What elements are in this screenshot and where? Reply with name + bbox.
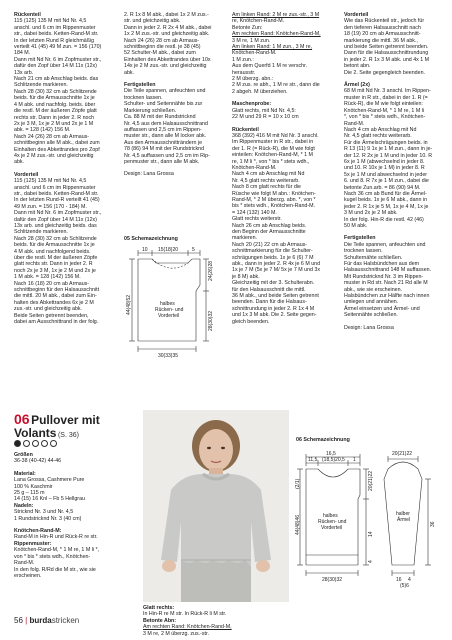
groessen-heading: Größen (14, 452, 33, 458)
betonte-abn-heading: Betonte Abn: (143, 617, 177, 624)
rueckenteil-heading: Rückenteil (14, 12, 41, 18)
col3-text-1: re, Knötchen-Rand-M. Betonte Zun: (232, 18, 285, 31)
footer-divider: | (25, 616, 28, 625)
schema06-dim-left-2: (2/1) (295, 479, 301, 490)
schema05-dim-right-1: 24(26)28 (208, 261, 214, 282)
col3-line-1: Am linken Rand: 2 M re zus.-str., 3 M (232, 12, 320, 18)
aermel-heading: Ärmel (2x) (344, 82, 370, 89)
vorderteil-text: 115 (125) 135 M mit Nd Nr. 4,5 anschl. und 6 cm im Rippenmuster str., dabei beids. Ketten-Rand-M str. In der letzten Rund-R verteilt 41 (45) 49 M zun. = 156 (170 - 184) M. Dann mit Nd Nr. 6 im Zopfmuster str., dafür den Zopf über 14 M 11x (12x) 13x arb. und gleichzeitig beids. das Schlitzende markieren. Nach 28 (30) 32 cm ab Schlitzende beids. für die Armausschnitte 1x je 4 M abk. und nachfolgend beids. über die restl. M der äußeren Zöpfe glatt rechts str. Dann in jeder 2. R noch 2x je 3 M, 1x je 2 M und 2x je 1 M abk. = 128 (142) 156 M. Nach 16 (18) 20 cm ab Armaus- schnittbeginn für den Halsausschnitt die mittl. 20 M abk., dabei zum Ein- halten des Abkettrandes 6x je 2 M zus.-str. und gleichzeitig abk. Beide Seiten getrennt beenden, dabei am Ausschnittrand in der folg. (14, 178, 102, 326)
schema06-dim-top-4: 1 (353, 457, 356, 464)
vorderteil-06-heading: Vorderteil (344, 12, 369, 18)
fertigstellen-06-text: Die Teile spannen, anfeuchten und trocknen lassen. Schulternähte schließen. Für das Halsbündchen aus dem Halsausschnittrand 148 M auffassen. Mit Rundstricknd Nr. 3 im Rippen- muster in Rd str. Nach 21 Rd alle M abk., wie sie erscheinen. Halsbündchen zur Hälfte nach innen umlegen und annähen. Ärmel einsetzen und Ärmel- und Seitennähte schließen. (344, 241, 432, 319)
schema06-sleeve-label-2: Ärmel (397, 517, 411, 524)
schema-05 (124, 236, 234, 365)
maschenprobe-text: Glatt rechts, mit Nd Nr. 4,5: 22 M und 29 R = 10 x 10 cm (232, 107, 299, 121)
col3-line-2: Am rechten Rand: Knötchen-Rand-M, (232, 31, 321, 38)
material-heading: Material: (14, 470, 36, 477)
fertigstellen-text: Die Teile spannen, anfeuchten und trocknen lassen. Schulter- und Seitennähte bis zur Markierung schließen. Ca. 88 M mit der Rundstricknd Nr. 4,5 aus dem Halsausschnittrand auffassen und 2,5 cm im Rippen- muster str., dann alle M locker abk. Aus den Armausschnitträndern je 78 (86) 94 M mit der Rundstricknd Nr. 4,5 auffassen und 2,5 cm im Rip- penmuster str., dann alle M abk. (124, 88, 210, 165)
rippenmuster-heading: Rippenmuster: (14, 540, 52, 547)
schema06-dim-right-2: 14 (368, 531, 374, 538)
pattern-name-line-2: Volants (14, 426, 57, 440)
sweater-photo (143, 410, 289, 602)
schema05-dim-top-1: 10 (142, 247, 148, 254)
schema06-sleeve-bottom-1: 16 (396, 577, 402, 584)
schema05-dim-top-2: 15(18)20 (158, 247, 179, 254)
pattern-06-header (14, 412, 100, 440)
schema-06-title: 06 Schemazeichnung (296, 437, 350, 443)
schema05-label-2: Rücken- und (155, 307, 184, 314)
vorderteil-heading: Vorderteil (14, 171, 39, 178)
pattern-name-line-1: Pullover mit (31, 413, 100, 427)
page-footer (14, 616, 214, 626)
column-1 (14, 12, 114, 326)
glatt-rechts-text: In Hin-R re M str. In Rück-R li M str. (143, 611, 227, 618)
col3-line-3: Am linken Rand: 1 M zun., 3 M re, (232, 44, 313, 51)
difficulty-dot-empty (23, 440, 30, 447)
page-number: 56 (14, 616, 23, 625)
schema05-label-3: Vorderteil (158, 313, 180, 320)
schema06-dim-top-1: 16,5 (326, 451, 336, 458)
knoetchen-heading: Knötchen-Rand-M: (14, 528, 62, 535)
schema06-label-2: Rücken- und (318, 519, 347, 526)
schema05-dim-top-3: 5 (192, 247, 195, 254)
schema06-dim-top-2: 11,5 (308, 457, 318, 464)
column-2 (124, 12, 224, 178)
rueckenteil-text: 115 (125) 135 M mit Nd Nr. 4,5 anschl. und 6 cm im Rippenmuster str., dabei beids. Ketten-Rand-M str. In der letzten Rund R gleichmäßig verteilt 41 (45) 49 M zun. = 156 (170) 184 M. Dann mit Nd Nr. 6 im Zopfmuster str., dafür den Zopf über 14 M 11x (12x) 13x arb. Nach 21 cm ab Anschlag beids. das Schlitzende markieren. Nach 28 (30) 32 cm ab Schlitzende beids. für die Armausschnitte 1x je 4 M abk. und nachfolg. beids. über die restl. M der äußeren Zöpfe glatt rechts str. Dann in jeder 2. R noch 2x je 3 M, 1x je 2 M und 2x je 1 M abk. = 128 (142) 156 M. Nach 24 (26) 28 cm ab Armaus- schnittbeginn alle M abk., dabei zum Einhalten des Abkettrandes pro Zopf 4x je 2 M zus.-str. und gleichzeitig abk. (14, 18, 102, 166)
schema-06-drawing (296, 445, 446, 595)
groessen-text: 36-38 (40-42) 44-46 (14, 458, 62, 465)
column-3 (232, 12, 336, 325)
schema05-dim-left-1: 44(48)52 (126, 295, 132, 316)
difficulty-dot-empty (50, 440, 57, 447)
schema-05-title: 05 Schemazeichnung (124, 236, 178, 242)
knoetchen-text: Rand-M in Hin-R und Rück-R re str. (14, 534, 98, 541)
rueckenteil-06-heading: Rückenteil (232, 126, 259, 133)
schema06-sleeve-bottom-3: (5)6 (400, 583, 409, 590)
column-4 (344, 12, 444, 331)
schema06-dim-bottom: 28(30)32 (322, 577, 343, 584)
schema06-dim-top-3: (18,5)20,5 (322, 457, 345, 464)
difficulty-dot-empty (41, 440, 48, 447)
pattern-number: 06 (14, 411, 30, 427)
schema06-dim-right-3: 4 (368, 560, 374, 564)
schema05-dim-right-2: 28(30)32 (208, 311, 214, 332)
fertigstellen-heading: Fertigstellen (124, 82, 156, 89)
col3-text-2: 3 M re, 1 M zun. (232, 37, 271, 44)
rippenmuster-text: Knötchen-Rand-M, * 1 M re, 1 M li *, von * bis * stets wdh., Knötchen- Rand-M. In den folg. R/Rd die M str., wie sie erscheinen. (14, 547, 100, 579)
design-credit: Design: Lana Grossa (124, 171, 174, 178)
schema-05-drawing (124, 245, 234, 365)
betonte-abn-line-1: Am rechten Rand: Knötchen-Rand-M, (143, 624, 232, 631)
aermel-text: 68 M mit Nd Nr. 3 anschl. Im Rippen- muster in R str., dabei in der 1. R (= Rück-R), die M wie folgt einteilen: Knötchen-Rand-M, * 1 M re, 1 M li *, von * bis * stets wdh., Knötchen- Rand-M. Nach 4 cm ab Anschlag mit Nd Nr. 4,5 glatt rechts weiterarb. Für die Ärmelschrägungen beids. in R 13 (11) 9 1x je 1 M zun., dann in je- der 12. R 2x je 1 M und in jeder 10. R 6x je 1 M (abwechselnd in jeder 8. und 10. R 10x je 1 M) in jeder 8. R 5x je 1 M und abwechselnd in jeder 6. und 8. R 7x je 1 M zun., dabei die betonte Zun.arb. = 86 (90) 94 M. Nach 36 cm ab Bund für die Ärmel- kugel beids. 1x je 6 M abk., dann in jeder 2. R 1x je 5 M, 1x je 4 M, 1x je 3 M und 2x je 2 M abk. In der folg. Hin-R die restl. 42 (46) 50 M abk. (344, 88, 433, 229)
material-text: Lana Grossa, Cashmere Pure 100 % Kaschmir 25 g – 115 m 14 (15) 16 Knl – Fb 5 Hellgrau (14, 477, 85, 503)
schema06-label-1: halbes (323, 513, 338, 520)
schema06-dim-right-1: 20(21)22 (368, 471, 374, 492)
design-credit-06: Design: Lana Grossa (344, 324, 394, 331)
schema06-sleeve-top: 20(21)22 (392, 451, 413, 458)
schema06-dim-left: 44(48)46 (295, 515, 301, 536)
nadeln-heading: Nadeln: (14, 502, 34, 509)
schema-06 (296, 437, 446, 595)
fertigstellen-06-heading: Fertigstellen (344, 235, 376, 242)
col3-text-3: Knötchen-Rand-M. 1 M zun.: Aus dem Querfd 1 M re verschr. herausstr. 2 M überzg. abn.: 2 M zus. re abh., 1 M re str., dann die 2 abgeh. M überziehen. (232, 50, 320, 95)
schema06-sleeve-right: 36 (430, 521, 436, 528)
difficulty-dot-filled (14, 440, 21, 447)
pattern-page-ref: (S. 36) (57, 432, 79, 439)
schema06-sleeve-label-1: halber (396, 511, 410, 518)
schema06-label-3: Vorderteil (321, 525, 343, 532)
difficulty-rating (14, 440, 57, 447)
betonte-abn-line-2: 3 M re, 2 M überzg. zus.-str. (143, 630, 209, 637)
vorderteil-06-text: Wie das Rückenteil str., jedoch für den tieferen Halsausschnitt nach 18 (19) 20 cm ab Armausschnitt- markierung die mittl. 36 M abk., und beide Seiten getrennt beenden. Dann für die Halsausschnittrundung in jeder 2. R 1x 3 M abk. und 4x 1 M betont abn. Die 2. Seite gegengleich beenden. (344, 18, 430, 76)
brand-name-rest: stricken (51, 616, 80, 625)
maschenprobe-heading: Maschenprobe: (232, 101, 272, 108)
nadeln-text: Stricknd Nr. 3 und Nr. 4,5 1 Rundstricknd Nr. 3 (40 cm) (14, 509, 82, 522)
schema06-sleeve-bottom-2: 4 (408, 577, 411, 584)
glatt-rechts-heading: Glatt rechts: (143, 605, 175, 611)
schema05-label-1: halbes (160, 301, 175, 308)
rueckenteil-06-text: 368 (392) 416 M mit Nd Nr. 3 anschl. Im Rippenmuster in R str., dabei in der 1. R (= Rück-R), die M wie folgt einteilen: Knötchen-Rand-M, * 1 M re, 1 M li *, von * bis * stets wdh., Knötchen-Rand-M. Nach 4 cm ab Anschlag mit Nd Nr. 4,5 glatt rechts weiterarb. Nach 8 cm glatt rechts für die Rüsche wie folgt M abn.: Knötchen- Rand-M, * 2 M überzg. abn. *, von * bis * stets wdh., Knötchen-Rand-M. = 124 (132) 140 M. Glatt rechts weiterstr. Nach 26 cm ab Anschlag beids. den Beginn der Armausschnitte markieren. Nach 20 (21) 22 cm ab Armaus- schnittmarkierung für die Schulter- schrägungen beids. 1x je 6 (6) 7 M abk., dann in jeder 2. R 4x je 6 M und 1x je 7 M (5x je 7 M/ 5x je 7 M und 3x je 8 M) abk. Gleichzeitig mit der 3. Schulterabn. für den Halsausschnitt die mittl. 36 M abk., und beide Seiten getrennt beenden. Dann für die Halsaus- schnittrundung in jeder 2. R 1x 4 M und 1x 3 M abk. Die 2. Seite gegen- gleich beenden. (232, 132, 321, 325)
col2-text: 2. R 1x 8 M abk., dabei 1x 2 M zus.- str. und gleichzeitig abk. Dann in jeder 2. R 2x 4 M abk., dabei 1x 2 M zus.-str. und gleichzeitig abk. Nach 24 (26) 28 cm ab Armaus- schnittbeginn die restl. je 38 (45) 52 Schulter-M abk., dabei zum Einhalten des Abkettrandes über 10x 14x je 2 M zus.-str. und gleichzeitig abk. (124, 12, 212, 76)
pattern-06-materials (14, 452, 140, 579)
schema05-dim-bottom: 30(33)35 (158, 353, 179, 360)
brand-name-bold: burda (29, 616, 52, 625)
difficulty-dot-empty (32, 440, 39, 447)
